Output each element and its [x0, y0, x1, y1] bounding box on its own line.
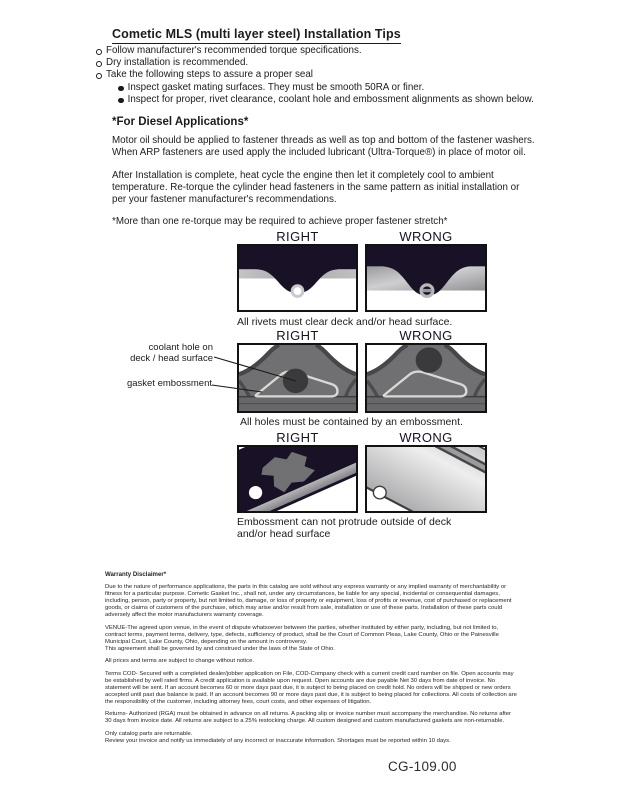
bullet-icon — [118, 98, 124, 104]
paragraph: Motor oil should be applied to fastener threads as well as top and bottom of the fastener washers. When ARP fasteners are used apply the included lubricant (Ultra-Torque®) in place of motor oil. — [112, 135, 535, 159]
note-text: *More than one re-torque may be required to achieve proper fastener stretch* — [112, 216, 448, 228]
page-title — [112, 27, 401, 44]
tip-text: Take the following steps to assure a proper seal — [106, 69, 313, 81]
document-number: CG-109.00 — [388, 759, 457, 774]
paragraph: After Installation is complete, heat cycle the engine then let it completely cool to ambient temperature. Re-torque the cylinder head fasteners in the same pattern as initial installation or per your fastener manufacturer's recommendations. — [112, 169, 520, 206]
diagram-caption: All rivets must clear deck and/or head surface. — [237, 316, 453, 328]
annotation-coolant-hole — [108, 343, 213, 365]
list-item — [96, 69, 534, 81]
warranty-paragraph: Due to the nature of performance applications, the parts in this catalog are sold without any express warranty or any implied warranty of merchantability or fitness for a particular purpose. Cometic Gasket Inc., shall not, under any circumstances, be liable for any special, incidental or consequential damages, including, person, party or property, but not limited to, damage, or loss of property or equipment, loss of profits or revenue, cost of purchased or replacement goods, or claims of customers of the purchase, which may arise and/or result from sale, installation or use of these parts. Installation of these parts could adversely affect the motor manufacturers warranty coverage. — [105, 584, 512, 618]
warranty-paragraph: Returns- Authorized (RGA) must be obtained in advance on all returns. A packing slip or invoice number must accompany the merchandise. No returns after 30 days from invoice date. All returns are subject to a 25% restocking charge. All custom designed and custom manufactured gaskets are non-returnable. — [105, 711, 512, 724]
warranty-disclaimer — [105, 571, 517, 750]
warranty-paragraph: Review your invoice and notify us immediately of any incorrect or inaccurate information. Shortages must be reported within 10 days. — [105, 737, 451, 744]
installation-tips-list — [96, 45, 534, 106]
tip-text: Inspect gasket mating surfaces. They must be smooth 50RA or finer. — [127, 81, 425, 93]
list-item — [96, 45, 534, 57]
diagram-label-right: RIGHT — [276, 328, 319, 343]
annotation-text: coolant hole on — [148, 342, 213, 353]
annotation-gasket-embossment: gasket embossment — [126, 378, 212, 389]
warranty-heading: Warranty Disclaimer* — [105, 571, 167, 578]
list-item — [118, 94, 534, 106]
hole-wrong-illustration — [367, 345, 485, 411]
rivet-wrong-illustration — [367, 246, 485, 310]
warranty-paragraph: Only catalog parts are returnable. — [105, 730, 193, 737]
diagram-label-wrong: WRONG — [399, 229, 453, 244]
tip-text: Inspect for proper, rivet clearance, coolant hole and embossment alignments as shown below. — [127, 93, 534, 105]
open-bullet-icon — [96, 73, 102, 79]
diagram-label-wrong: WRONG — [399, 430, 453, 445]
warranty-paragraph: VENUE-The agreed upon venue, in the event of dispute whatsoever between the parties, whether instituted by either party, including, but not limited to, contract terms, payment terms, delivery, type, defects, sufficiency of product, shall be the Court of Common Pleas, Lake County, Ohio or the Painesville Municipal Court, Lake County, Ohio, depending on the amount in controversy. — [105, 624, 499, 645]
open-bullet-icon — [96, 49, 102, 55]
diagram-caption — [237, 516, 517, 540]
warranty-paragraph: Terms COD- Secured with a completed dealer/jobber application on File, COD-Company check with a current credit card number on file. Open accounts may be established by well rated firms. A credit application is available upon request. Open accounts are due payable Net 30 days from date of invoice. No statement will be sent. If an account becomes 60 or more days past due, it is subject to being placed on credit hold. No orders will be shipped or new orders accepted until past due balance is paid. If an account becomes 90 or more days past due, it is subject to being placed for collections. All costs of collection are the responsibility of the customer, including attorney fees, court costs, and other expenses of litigation. — [105, 670, 517, 705]
annotation-text: deck / head surface — [130, 352, 213, 364]
diagram-embossment-right — [237, 445, 358, 513]
tip-text: Dry installation is recommended. — [106, 57, 249, 69]
diagram-label-right: RIGHT — [276, 430, 319, 445]
list-item — [118, 82, 534, 94]
diagram-rivet-right — [237, 244, 358, 312]
caption-line: and/or head surface — [237, 528, 331, 540]
caption-line: Embossment can not protrude outside of deck — [237, 516, 452, 528]
warranty-paragraph: All prices and terms are subject to change without notice. — [105, 658, 254, 664]
embossment-wrong-illustration — [367, 447, 485, 511]
diagram-embossment-wrong — [365, 445, 487, 513]
diagram-hole-wrong — [365, 343, 487, 413]
section-heading: *For Diesel Applications* — [112, 116, 249, 128]
diagram-label-wrong: WRONG — [399, 328, 453, 343]
embossment-right-illustration — [239, 447, 356, 511]
diagram-caption: All holes must be contained by an embossment. — [240, 416, 463, 428]
open-bullet-icon — [96, 61, 102, 67]
diesel-section — [112, 116, 536, 238]
diagram-rivet-wrong — [365, 244, 487, 312]
tip-text: Follow manufacturer's recommended torque specifications. — [106, 45, 362, 56]
rivet-right-illustration — [239, 246, 356, 310]
annotation-leader-lines — [208, 350, 302, 396]
list-item — [96, 57, 534, 69]
bullet-icon — [118, 86, 124, 92]
warranty-paragraph: This agreement shall be governed by and construed under the laws of the State of Ohio. — [105, 645, 335, 652]
diagram-label-right: RIGHT — [276, 229, 319, 244]
page-title-text: Cometic MLS (multi layer steel) Installation Tips — [112, 27, 401, 44]
